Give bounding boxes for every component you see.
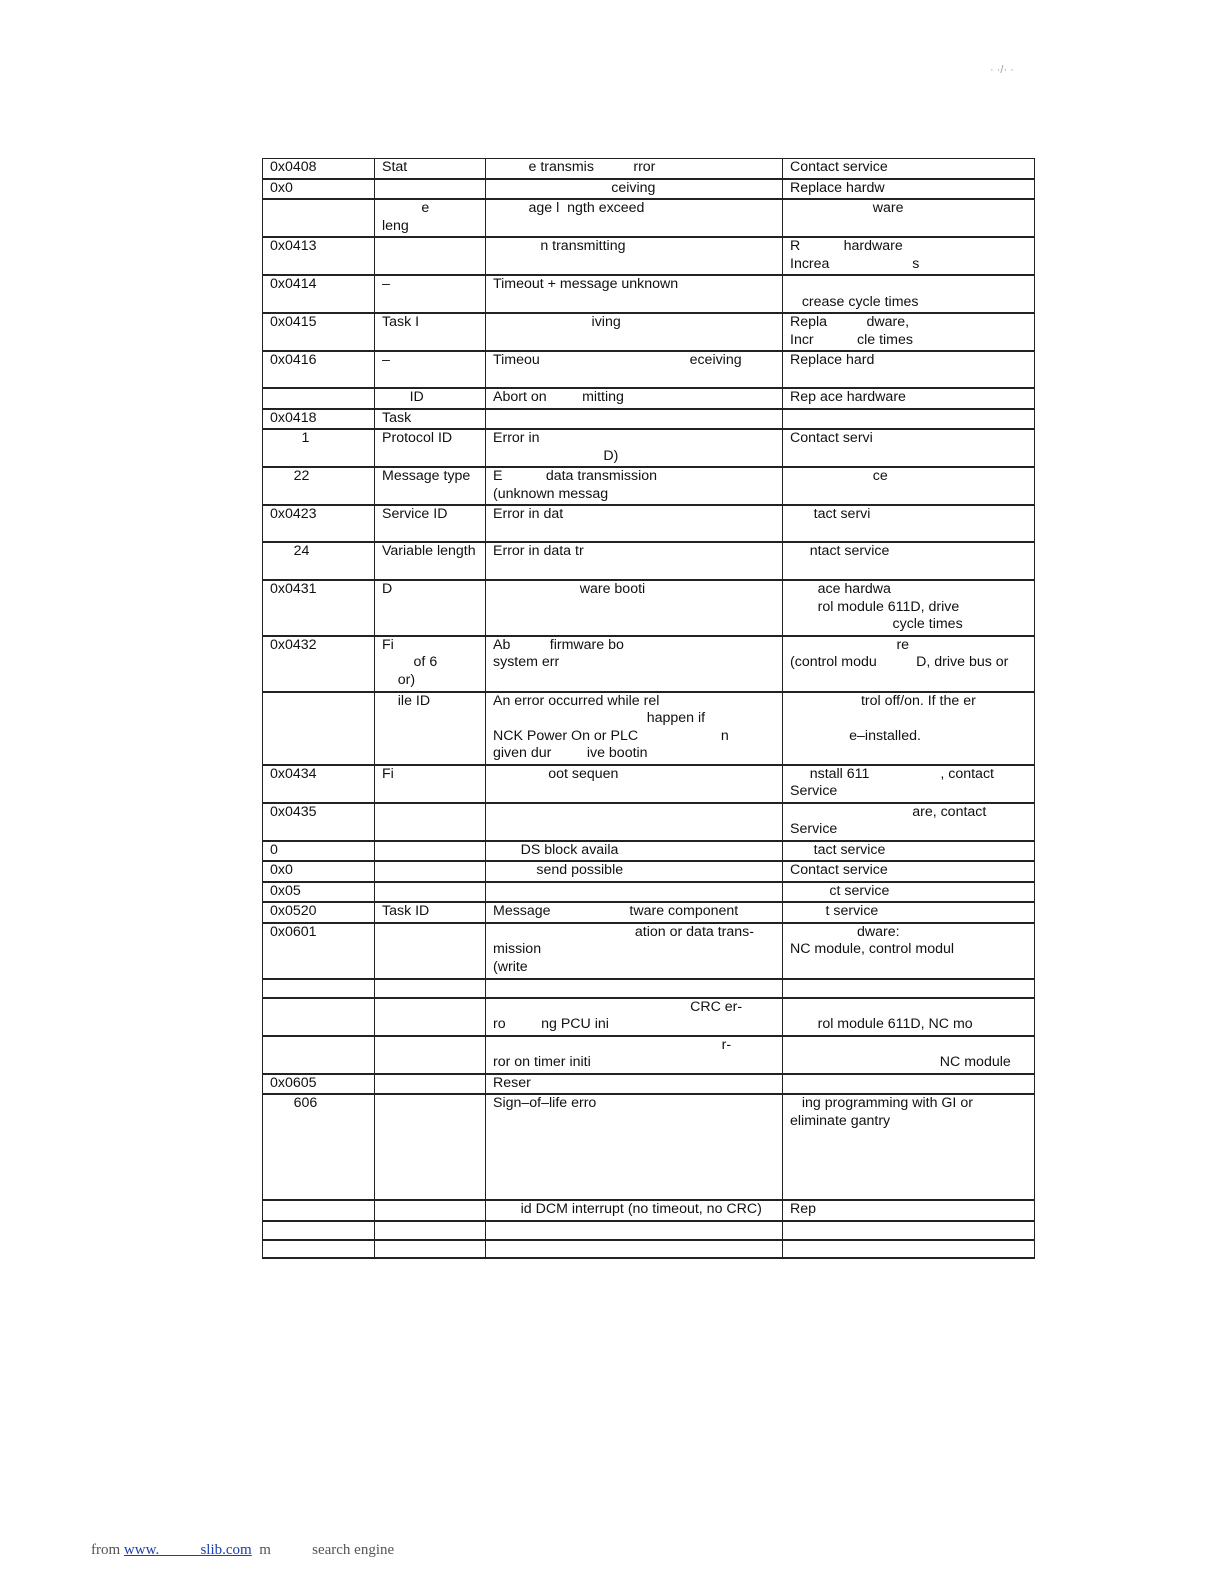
description-cell: Reser <box>486 1074 783 1095</box>
remedy-cell: R hardware Increa s <box>783 237 1035 275</box>
additional-info-cell <box>375 861 486 882</box>
remedy-cell <box>783 409 1035 430</box>
error-code-table-body <box>263 159 1035 1258</box>
additional-info-cell <box>375 1240 486 1258</box>
description-cell: Timeout + message unknown <box>486 275 783 313</box>
additional-info-cell: D <box>375 580 486 636</box>
error-code-cell <box>263 1200 375 1221</box>
remedy-cell: Contact service <box>783 861 1035 882</box>
table-row <box>263 388 1035 409</box>
table-row <box>263 580 1035 636</box>
description-cell: r- ror on timer initi <box>486 1036 783 1074</box>
description-cell: age l ngth exceed <box>486 199 783 237</box>
remedy-cell <box>783 1240 1035 1258</box>
error-code-cell: 0x0408 <box>263 159 375 179</box>
description-cell: Error in D) <box>486 429 783 467</box>
additional-info-cell <box>375 998 486 1036</box>
additional-info-cell <box>375 237 486 275</box>
description-cell: DS block availa <box>486 841 783 862</box>
remedy-cell: dware: NC module, control modul <box>783 923 1035 979</box>
error-code-cell: 0x0 <box>263 861 375 882</box>
description-cell <box>486 803 783 841</box>
table-row <box>263 1036 1035 1074</box>
remedy-cell: re (control modu D, drive bus or <box>783 636 1035 692</box>
table-row <box>263 979 1035 998</box>
error-code-cell <box>263 199 375 237</box>
error-code-cell: 0x0414 <box>263 275 375 313</box>
remedy-cell: tact servi <box>783 505 1035 542</box>
remedy-cell: Rep <box>783 1200 1035 1221</box>
table-row <box>263 199 1035 237</box>
description-cell <box>486 1221 783 1240</box>
additional-info-cell: ile ID <box>375 692 486 765</box>
remedy-cell: tact service <box>783 841 1035 862</box>
description-cell: Timeou eceiving <box>486 351 783 388</box>
error-code-cell: 0x0605 <box>263 1074 375 1095</box>
description-cell: ware booti <box>486 580 783 636</box>
additional-info-cell <box>375 1221 486 1240</box>
description-cell <box>486 882 783 903</box>
table-row <box>263 882 1035 903</box>
table-row <box>263 1074 1035 1095</box>
additional-info-cell: Task <box>375 409 486 430</box>
description-cell: oot sequen <box>486 765 783 803</box>
error-code-cell <box>263 388 375 409</box>
additional-info-cell: Message type <box>375 467 486 505</box>
table-row <box>263 313 1035 351</box>
remedy-cell: Replace hard <box>783 351 1035 388</box>
additional-info-cell: Fi of 6 or) <box>375 636 486 692</box>
error-code-table <box>262 158 1035 1259</box>
error-code-cell: 0x0431 <box>263 580 375 636</box>
table-row <box>263 923 1035 979</box>
description-cell <box>486 409 783 430</box>
additional-info-cell <box>375 1094 486 1200</box>
description-cell: E data transmission (unknown messag <box>486 467 783 505</box>
table-row <box>263 409 1035 430</box>
description-cell: Message tware component <box>486 902 783 923</box>
error-code-cell: 606 <box>263 1094 375 1200</box>
error-code-cell: 22 <box>263 467 375 505</box>
description-cell: Error in dat <box>486 505 783 542</box>
remedy-cell: trol off/on. If the er e–installed. <box>783 692 1035 765</box>
description-cell: Error in data tr <box>486 542 783 580</box>
error-code-cell <box>263 979 375 998</box>
table-row <box>263 1221 1035 1240</box>
error-code-cell <box>263 1036 375 1074</box>
remedy-cell <box>783 1221 1035 1240</box>
error-code-cell: 0x0 <box>263 179 375 200</box>
table-row <box>263 159 1035 179</box>
table-row <box>263 351 1035 388</box>
error-code-cell: 0x0520 <box>263 902 375 923</box>
error-code-cell: 24 <box>263 542 375 580</box>
additional-info-cell <box>375 179 486 200</box>
table-row <box>263 803 1035 841</box>
table-row <box>263 861 1035 882</box>
description-cell: Sign–of–life erro <box>486 1094 783 1200</box>
description-cell: An error occurred while rel happen if NCK Power On or PLC n given dur ive bootin <box>486 692 783 765</box>
table-row <box>263 467 1035 505</box>
remedy-cell: Replace hardw <box>783 179 1035 200</box>
page-number-fragment: · ·/· · <box>990 64 1014 76</box>
additional-info-cell: – <box>375 275 486 313</box>
remedy-cell <box>783 979 1035 998</box>
additional-info-cell: Protocol ID <box>375 429 486 467</box>
remedy-cell: Rep ace hardware <box>783 388 1035 409</box>
additional-info-cell: ID <box>375 388 486 409</box>
table-row <box>263 998 1035 1036</box>
table-row <box>263 902 1035 923</box>
remedy-cell: ace hardwa rol module 611D, drive cycle times <box>783 580 1035 636</box>
error-code-cell: 0x0601 <box>263 923 375 979</box>
error-code-cell: 0x0423 <box>263 505 375 542</box>
additional-info-cell: Task ID <box>375 902 486 923</box>
additional-info-cell <box>375 1200 486 1221</box>
table-row <box>263 1094 1035 1200</box>
description-cell: Ab firmware bo system err <box>486 636 783 692</box>
error-code-cell: 0x0413 <box>263 237 375 275</box>
description-cell <box>486 979 783 998</box>
table-row <box>263 692 1035 765</box>
remedy-cell: NC module <box>783 1036 1035 1074</box>
remedy-cell: ware <box>783 199 1035 237</box>
additional-info-cell <box>375 841 486 862</box>
additional-info-cell <box>375 923 486 979</box>
error-code-cell: 0x0434 <box>263 765 375 803</box>
error-code-cell: 0 <box>263 841 375 862</box>
error-code-cell <box>263 1221 375 1240</box>
additional-info-cell <box>375 1074 486 1095</box>
table-row <box>263 179 1035 200</box>
description-cell: n transmitting <box>486 237 783 275</box>
table-row <box>263 275 1035 313</box>
table-row <box>263 237 1035 275</box>
additional-info-cell: Variable length <box>375 542 486 580</box>
footer-prefix: from <box>91 1542 124 1558</box>
error-code-cell <box>263 692 375 765</box>
description-cell: Abort on mitting <box>486 388 783 409</box>
description-cell: id DCM interrupt (no timeout, no CRC) <box>486 1200 783 1221</box>
additional-info-cell: Stat <box>375 159 486 179</box>
remedy-cell: Repla dware, Incr cle times <box>783 313 1035 351</box>
description-cell: ation or data trans- mission (write <box>486 923 783 979</box>
error-code-cell: 0x05 <box>263 882 375 903</box>
table-row <box>263 1240 1035 1258</box>
error-code-cell: 0x0416 <box>263 351 375 388</box>
remedy-cell: ntact service <box>783 542 1035 580</box>
description-cell: CRC er- ro ng PCU ini <box>486 998 783 1036</box>
description-cell: iving <box>486 313 783 351</box>
remedy-cell: ing programming with GI or eliminate gantry <box>783 1094 1035 1200</box>
remedy-cell: are, contact Service <box>783 803 1035 841</box>
additional-info-cell: Fi <box>375 765 486 803</box>
error-code-cell: 0x0432 <box>263 636 375 692</box>
remedy-cell: Contact service <box>783 159 1035 179</box>
description-cell: send possible <box>486 861 783 882</box>
description-cell <box>486 1240 783 1258</box>
additional-info-cell: Service ID <box>375 505 486 542</box>
remedy-cell <box>783 1074 1035 1095</box>
error-code-cell: 0x0415 <box>263 313 375 351</box>
description-cell: ceiving <box>486 179 783 200</box>
table-row <box>263 841 1035 862</box>
additional-info-cell <box>375 979 486 998</box>
additional-info-cell: Task I <box>375 313 486 351</box>
table-row <box>263 765 1035 803</box>
remedy-cell: crease cycle times <box>783 275 1035 313</box>
additional-info-cell <box>375 882 486 903</box>
additional-info-cell: e leng <box>375 199 486 237</box>
error-code-cell: 0x0435 <box>263 803 375 841</box>
remedy-cell: ce <box>783 467 1035 505</box>
additional-info-cell <box>375 803 486 841</box>
footer-source-link[interactable]: www. slib.com <box>123 1542 252 1558</box>
remedy-cell: Contact servi <box>783 429 1035 467</box>
error-code-cell: 1 <box>263 429 375 467</box>
additional-info-cell <box>375 1036 486 1074</box>
error-code-cell <box>263 998 375 1036</box>
table-row <box>263 1200 1035 1221</box>
page-footer <box>91 1542 394 1559</box>
additional-info-cell: – <box>375 351 486 388</box>
remedy-cell: nstall 611 , contact Service <box>783 765 1035 803</box>
error-code-cell <box>263 1240 375 1258</box>
error-code-cell: 0x0418 <box>263 409 375 430</box>
table-row <box>263 542 1035 580</box>
description-cell: e transmis rror <box>486 159 783 179</box>
table-row <box>263 636 1035 692</box>
table-row <box>263 505 1035 542</box>
remedy-cell: ct service <box>783 882 1035 903</box>
remedy-cell: rol module 611D, NC mo <box>783 998 1035 1036</box>
remedy-cell: t service <box>783 902 1035 923</box>
table-row <box>263 429 1035 467</box>
footer-suffix: m search engine <box>251 1542 395 1558</box>
